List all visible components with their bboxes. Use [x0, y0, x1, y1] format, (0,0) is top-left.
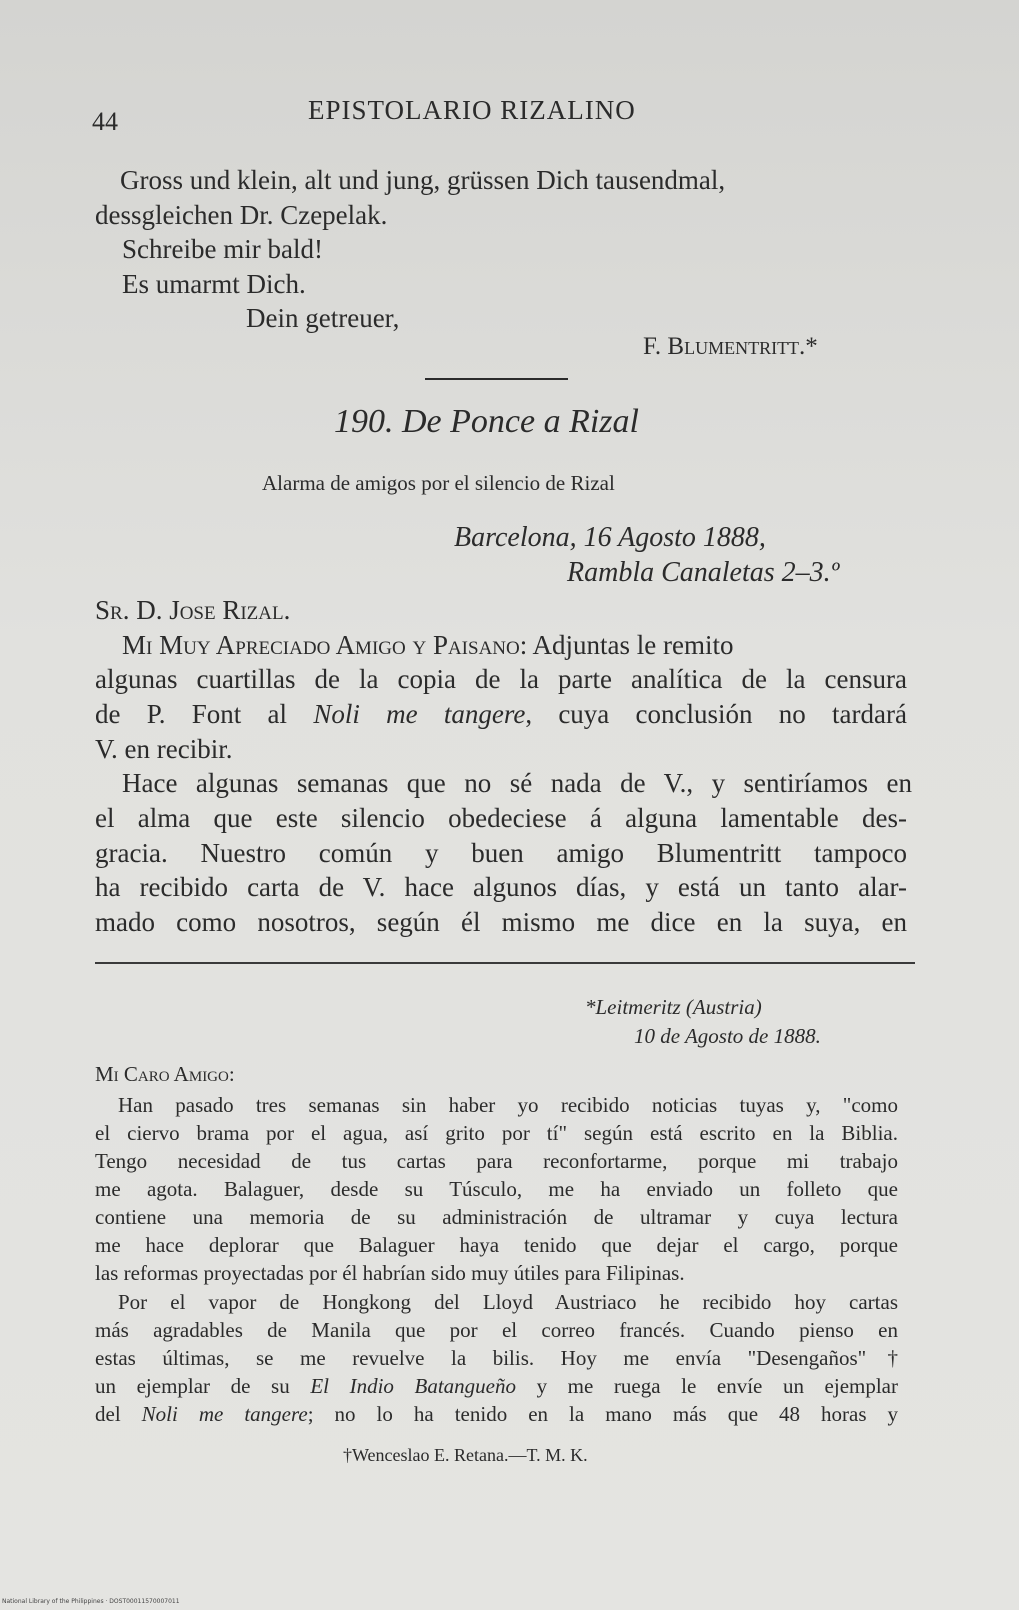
page-number: 44	[92, 107, 118, 136]
prev-letter-closing: Dein getreuer,	[246, 303, 400, 333]
footnote-rule	[95, 962, 915, 964]
letter-title: 190. De Ponce a Rizal	[334, 403, 639, 440]
letter-subtitle: Alarma de amigos por el silencio de Rizal	[262, 471, 615, 495]
letter-paragraph-line	[95, 699, 907, 730]
letter-paragraph-line: algunas cuartillas de la copia de la parte analítica de la censura	[95, 664, 907, 694]
letter-dateline: Barcelona, 16 Agosto 1888,	[454, 522, 766, 553]
letter-addressee: Sr. D. Jose Rizal.	[95, 595, 291, 625]
footnote-line: contiene una memoria de su administración de ultramar y cuya lectura	[95, 1205, 898, 1229]
footnote-line: el ciervo brama por el agua, así grito por tí" según está escrito en la Biblia.	[95, 1121, 898, 1145]
prev-letter-line: dessgleichen Dr. Czepelak.	[95, 200, 388, 230]
footnote-text: y me ruega le envíe un ejemplar	[515, 1374, 898, 1398]
letter-address: Rambla Canaletas 2–3.º	[567, 557, 840, 588]
footnote-line: las reformas proyectadas por él habrían sido muy útiles para Filipinas.	[95, 1261, 685, 1285]
letter-paragraph-line: mado como nosotros, según él mismo me dice en la suya, en	[95, 907, 907, 937]
footnote-text: ; no lo ha tenido en la mano más que 48 horas y	[307, 1402, 899, 1426]
footnote-line: Han pasado tres semanas sin haber yo recibido noticias tuyas y, "como	[118, 1093, 898, 1117]
footnote-line: Tengo necesidad de tus cartas para reconfortarme, porque mi trabajo	[95, 1149, 898, 1173]
letter-paragraph-line: ha recibido carta de V. hace algunos días, y está un tanto alar-	[95, 872, 907, 902]
book-title: El Indio Batangueño	[310, 1374, 516, 1398]
footnote-line: me agota. Balaguer, desde su Túsculo, me ha enviado un folleto que	[95, 1177, 898, 1201]
footnote-text: del	[95, 1402, 142, 1426]
footnote-line: Por el vapor de Hongkong del Lloyd Austriaco he recibido hoy cartas	[118, 1290, 898, 1314]
prev-letter-line: Es umarmt Dich.	[122, 269, 306, 299]
prev-letter-line: Gross und klein, alt und jung, grüssen Dich tausendmal,	[120, 165, 726, 195]
book-title: Noli me tangere	[313, 699, 526, 729]
letter-paragraph-line	[122, 630, 912, 661]
archive-stamp: National Library of the Philippines · DOST00011570007011	[2, 1598, 180, 1605]
footnote-salutation: Mi Caro Amigo:	[95, 1062, 235, 1086]
footnote-line: estas últimas, se me revuelve la bilis. Hoy me envía "Desengaños"†	[95, 1346, 898, 1370]
footnote-text: un ejemplar de su	[95, 1374, 311, 1398]
letter-text: de P. Font al	[95, 699, 314, 729]
letter-text: , cuya conclusión no tardará	[525, 699, 907, 729]
footnote-line	[95, 1374, 898, 1399]
footnote-line: más agradables de Manila que por el correo francés. Cuando pienso en	[95, 1318, 898, 1342]
letter-paragraph-line: Hace algunas semanas que no sé nada de V., y sentiríamos en	[122, 768, 912, 798]
footnote-line: me hace deplorar que Balaguer haya tenido que dejar el cargo, porque	[95, 1233, 898, 1257]
running-title: EPISTOLARIO RIZALINO	[308, 95, 636, 125]
footnote-line	[95, 1402, 898, 1427]
prev-letter-signature: F. Blumentritt.*	[643, 333, 818, 360]
letter-text: : Adjuntas le remito	[519, 630, 734, 660]
letter-paragraph-line: el alma que este silencio obedeciese á alguna lamentable des-	[95, 803, 907, 833]
footnote-date: 10 de Agosto de 1888.	[634, 1024, 821, 1048]
letter-salutation: Mi Muy Apreciado Amigo y Paisano	[122, 630, 520, 660]
book-title: Noli me tangere	[141, 1402, 308, 1426]
prev-letter-line: Schreibe mir bald!	[122, 234, 323, 264]
letter-paragraph-line: V. en recibir.	[95, 734, 233, 764]
letter-paragraph-line: gracia. Nuestro común y buen amigo Blumentritt tampoco	[95, 838, 907, 868]
section-divider	[425, 378, 568, 380]
footnote-retana: †Wenceslao E. Retana.—T. M. K.	[343, 1445, 588, 1465]
footnote-place: *Leitmeritz (Austria)	[585, 995, 762, 1019]
